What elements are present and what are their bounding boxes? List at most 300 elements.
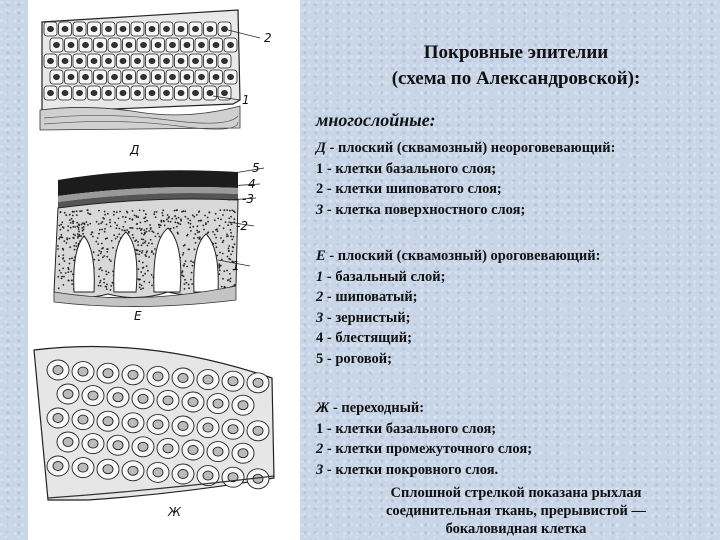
granule (222, 241, 224, 243)
granule (223, 227, 225, 229)
granule (58, 287, 60, 289)
granule (132, 210, 134, 212)
granule (220, 219, 222, 221)
nucleus (97, 74, 103, 79)
granule (106, 274, 108, 276)
granule (230, 232, 232, 234)
granule (184, 288, 186, 290)
granule (106, 237, 108, 239)
granule (189, 227, 191, 229)
granule (193, 237, 195, 239)
granule (200, 220, 202, 222)
granule (101, 229, 103, 231)
granule (154, 248, 156, 250)
list-item: 1 - клетки базального слоя; (316, 420, 497, 437)
granule (154, 211, 156, 213)
nucleus (188, 446, 198, 455)
granule (113, 214, 115, 216)
granule (101, 270, 103, 272)
granule (72, 215, 74, 217)
granule (225, 221, 227, 223)
nucleus (207, 90, 213, 95)
granule (110, 285, 112, 287)
diagram-e (54, 161, 264, 323)
granule (230, 216, 232, 218)
granule (229, 273, 231, 275)
granule (110, 289, 112, 291)
label-e-2: -2 (236, 219, 248, 233)
label-zh: Ж (168, 505, 181, 519)
granule (174, 210, 176, 212)
granule (190, 279, 192, 281)
granule (118, 218, 120, 220)
granule (218, 273, 220, 275)
granule (110, 226, 112, 228)
granule (134, 240, 136, 242)
granule (59, 270, 61, 272)
granule (58, 263, 60, 265)
granule (136, 253, 138, 255)
label-e-1: 1 (232, 259, 240, 273)
granule (181, 274, 183, 276)
granule (219, 265, 221, 267)
nucleus (203, 375, 213, 384)
nucleus (120, 58, 126, 63)
granule (231, 223, 233, 225)
granule (66, 242, 68, 244)
nucleus (83, 42, 89, 47)
granule (146, 265, 148, 267)
granule (147, 270, 149, 272)
granule (95, 241, 97, 243)
nucleus (113, 441, 123, 450)
granule (102, 221, 104, 223)
granule (84, 223, 86, 225)
granule (150, 239, 152, 241)
diagram-zh (34, 347, 274, 520)
granule (145, 213, 147, 215)
granule (232, 247, 234, 249)
granule (215, 213, 217, 215)
granule (170, 221, 172, 223)
granule (63, 276, 65, 278)
granule (112, 247, 114, 249)
granule (103, 255, 105, 257)
granule (100, 253, 102, 255)
granule (122, 216, 124, 218)
granule (159, 236, 161, 238)
granule (58, 255, 60, 257)
label-e: Е (134, 309, 142, 323)
granule (63, 227, 65, 229)
nucleus (228, 377, 238, 386)
granule (76, 210, 78, 212)
nucleus (106, 58, 112, 63)
label-e-4: 4 (248, 177, 256, 191)
granule (137, 241, 139, 243)
granule (226, 233, 228, 235)
granule (101, 248, 103, 250)
granule (69, 238, 71, 240)
nucleus (170, 42, 176, 47)
granule (109, 222, 111, 224)
nucleus (141, 42, 147, 47)
nucleus (77, 58, 83, 63)
granule (142, 262, 144, 264)
granule (72, 222, 74, 224)
granule (72, 226, 74, 228)
title-line-1: Покровные эпителии (423, 42, 609, 63)
list-item: 2 - клетки шиповатого слоя; (316, 181, 502, 197)
granule (99, 268, 101, 270)
granule (98, 210, 100, 212)
nucleus (88, 439, 98, 448)
granule (234, 243, 236, 245)
granule (73, 245, 75, 247)
granule (125, 216, 127, 218)
granule (61, 222, 63, 224)
figure-caption (316, 484, 716, 538)
nucleus (164, 26, 170, 31)
nucleus (188, 398, 198, 407)
granule (191, 272, 193, 274)
granule (198, 231, 200, 233)
granule (74, 235, 76, 237)
granule (207, 217, 209, 219)
granule (138, 260, 140, 262)
granule (146, 220, 148, 222)
granule (163, 220, 165, 222)
granule (97, 243, 99, 245)
nucleus (164, 90, 170, 95)
granule (62, 268, 64, 270)
granule (233, 236, 235, 238)
granule (207, 231, 209, 233)
granule (111, 240, 113, 242)
granule (144, 221, 146, 223)
granule (204, 215, 206, 217)
nucleus (91, 90, 97, 95)
nucleus (48, 90, 54, 95)
granule (58, 238, 60, 240)
granule (139, 209, 141, 211)
granule (188, 222, 190, 224)
nucleus (193, 58, 199, 63)
nucleus (126, 74, 132, 79)
nucleus (184, 42, 190, 47)
granule (137, 244, 139, 246)
granule (78, 231, 80, 233)
granule (181, 211, 183, 213)
list-item: 1 - базальный слой; (316, 268, 446, 285)
granule (124, 230, 126, 232)
granule (83, 229, 85, 231)
granule (104, 211, 106, 213)
granule (143, 217, 145, 219)
granule (71, 218, 73, 220)
granule (232, 251, 234, 253)
granule (119, 211, 121, 213)
granule (100, 285, 102, 287)
granule (226, 270, 228, 272)
granule (153, 213, 155, 215)
nucleus (178, 58, 184, 63)
nucleus (62, 90, 68, 95)
granule (81, 224, 83, 226)
granule (193, 216, 195, 218)
granule (139, 287, 141, 289)
granule (107, 213, 109, 215)
granule (61, 276, 63, 278)
granule (139, 250, 141, 252)
granule (227, 279, 229, 281)
granule (229, 210, 231, 212)
nucleus (120, 26, 126, 31)
granule (142, 250, 144, 252)
granule (176, 226, 178, 228)
section-e (316, 246, 600, 369)
granule (104, 214, 106, 216)
granule (192, 265, 194, 267)
granule (159, 226, 161, 228)
granule (104, 228, 106, 230)
granule (98, 250, 100, 252)
granule (141, 244, 143, 246)
granule (81, 227, 83, 229)
granule (69, 219, 71, 221)
epithelium-illustration (28, 0, 300, 540)
granule (67, 225, 69, 227)
granule (174, 221, 176, 223)
granule (219, 225, 221, 227)
granule (87, 224, 89, 226)
granule (93, 251, 95, 253)
granule (170, 228, 172, 230)
nucleus (253, 378, 263, 387)
granule (176, 209, 178, 211)
granule (192, 261, 194, 263)
granule (62, 248, 64, 250)
granule (141, 285, 143, 287)
granule (103, 278, 105, 280)
granule (212, 231, 214, 233)
granule (214, 219, 216, 221)
granule (82, 222, 84, 224)
nucleus (153, 372, 163, 381)
granule (178, 223, 180, 225)
granule (99, 282, 101, 284)
section-d (316, 138, 615, 220)
granule (222, 253, 224, 255)
granule (188, 284, 190, 286)
granule (230, 229, 232, 231)
granule (141, 252, 143, 254)
granule (167, 214, 169, 216)
granule (180, 218, 182, 220)
granule (139, 228, 141, 230)
granule (182, 254, 184, 256)
nucleus (238, 401, 248, 410)
granule (203, 229, 205, 231)
granule (157, 233, 159, 235)
granule (148, 256, 150, 258)
granule (146, 250, 148, 252)
label-d-2: 2 (264, 31, 272, 45)
nucleus (63, 390, 73, 399)
granule (101, 243, 103, 245)
granule (231, 239, 233, 241)
granule (67, 267, 69, 269)
granule (187, 218, 189, 220)
nucleus (178, 470, 188, 479)
nucleus (228, 74, 234, 79)
granule (143, 229, 145, 231)
section-zh-heading: Ж - переходный: (316, 400, 425, 416)
list-item: 2 - шиповатый; (316, 289, 418, 305)
granule (109, 259, 111, 261)
label-e-5: 5 (252, 161, 260, 175)
granule (148, 230, 150, 232)
granule (103, 282, 105, 284)
granule (141, 238, 143, 240)
nucleus (128, 466, 138, 475)
nucleus (135, 58, 141, 63)
nucleus (128, 418, 138, 427)
list-item: 5 - роговой; (316, 350, 392, 367)
nucleus (178, 422, 188, 431)
nucleus (88, 391, 98, 400)
nucleus (77, 90, 83, 95)
granule (98, 233, 100, 235)
granule (161, 212, 163, 214)
granule (117, 236, 119, 238)
granule (106, 224, 108, 226)
nucleus (178, 90, 184, 95)
nucleus (253, 426, 263, 435)
list-item: 2 - клетки промежуточного слоя; (316, 441, 533, 457)
granule (230, 278, 232, 280)
diagram-d (40, 10, 272, 157)
granule (179, 223, 181, 225)
granule (158, 224, 160, 226)
granule (143, 267, 145, 269)
nucleus (103, 465, 113, 474)
granule (140, 222, 142, 224)
granule (60, 212, 62, 214)
granule (196, 214, 198, 216)
granule (167, 221, 169, 223)
granule (184, 210, 186, 212)
nucleus (178, 26, 184, 31)
granule (78, 229, 80, 231)
granule (74, 226, 76, 228)
granule (198, 220, 200, 222)
granule (221, 286, 223, 288)
title-line-2: (схема по Александровской): (391, 68, 641, 89)
granule (229, 281, 231, 283)
granule (197, 225, 199, 227)
granule (113, 211, 115, 213)
figure-panel (28, 0, 300, 540)
granule (208, 212, 210, 214)
granule (151, 230, 153, 232)
granule (140, 229, 142, 231)
granule (70, 271, 72, 273)
granule (116, 211, 118, 213)
nucleus (91, 58, 97, 63)
granule (214, 234, 216, 236)
nucleus (91, 26, 97, 31)
nucleus (68, 74, 74, 79)
nucleus (203, 471, 213, 480)
granule (90, 233, 92, 235)
nucleus (153, 468, 163, 477)
granule (187, 234, 189, 236)
granule (151, 285, 153, 287)
granule (217, 230, 219, 232)
granule (183, 252, 185, 254)
granule (76, 222, 78, 224)
granule (106, 288, 108, 290)
nucleus (213, 447, 223, 456)
granule (198, 210, 200, 212)
nucleus (170, 74, 176, 79)
granule (141, 233, 143, 235)
granule (223, 209, 225, 211)
nucleus (149, 58, 155, 63)
granule (195, 233, 197, 235)
granule (78, 224, 80, 226)
nucleus (199, 74, 205, 79)
granule (110, 260, 112, 262)
nucleus (207, 58, 213, 63)
label-e-3: -3 (242, 192, 254, 206)
granule (192, 226, 194, 228)
granule (205, 222, 207, 224)
granule (186, 266, 188, 268)
granule (173, 227, 175, 229)
nucleus (53, 414, 63, 423)
granule (167, 217, 169, 219)
granule (67, 271, 69, 273)
granule (188, 287, 190, 289)
granule (100, 280, 102, 282)
granule (57, 248, 59, 250)
granule (219, 252, 221, 254)
caption-line-2: соединительная ткань, прерывистой — (385, 503, 647, 519)
granule (217, 218, 219, 220)
granule (116, 227, 118, 229)
nucleus (149, 26, 155, 31)
nucleus (53, 366, 63, 375)
subtitle: многослойные: (316, 110, 436, 130)
list-item: 3 - зернистый; (316, 309, 411, 326)
granule (100, 222, 102, 224)
nucleus (138, 394, 148, 403)
nucleus (163, 396, 173, 405)
granule (132, 234, 134, 236)
granule (189, 220, 191, 222)
granule (82, 233, 84, 235)
caption-line-3: бокаловидная клетка (445, 521, 587, 537)
granule (72, 221, 74, 223)
granule (113, 234, 115, 236)
granule (71, 257, 73, 259)
nucleus (54, 42, 60, 47)
granule (223, 240, 225, 242)
granule (62, 258, 64, 260)
granule (227, 256, 229, 258)
